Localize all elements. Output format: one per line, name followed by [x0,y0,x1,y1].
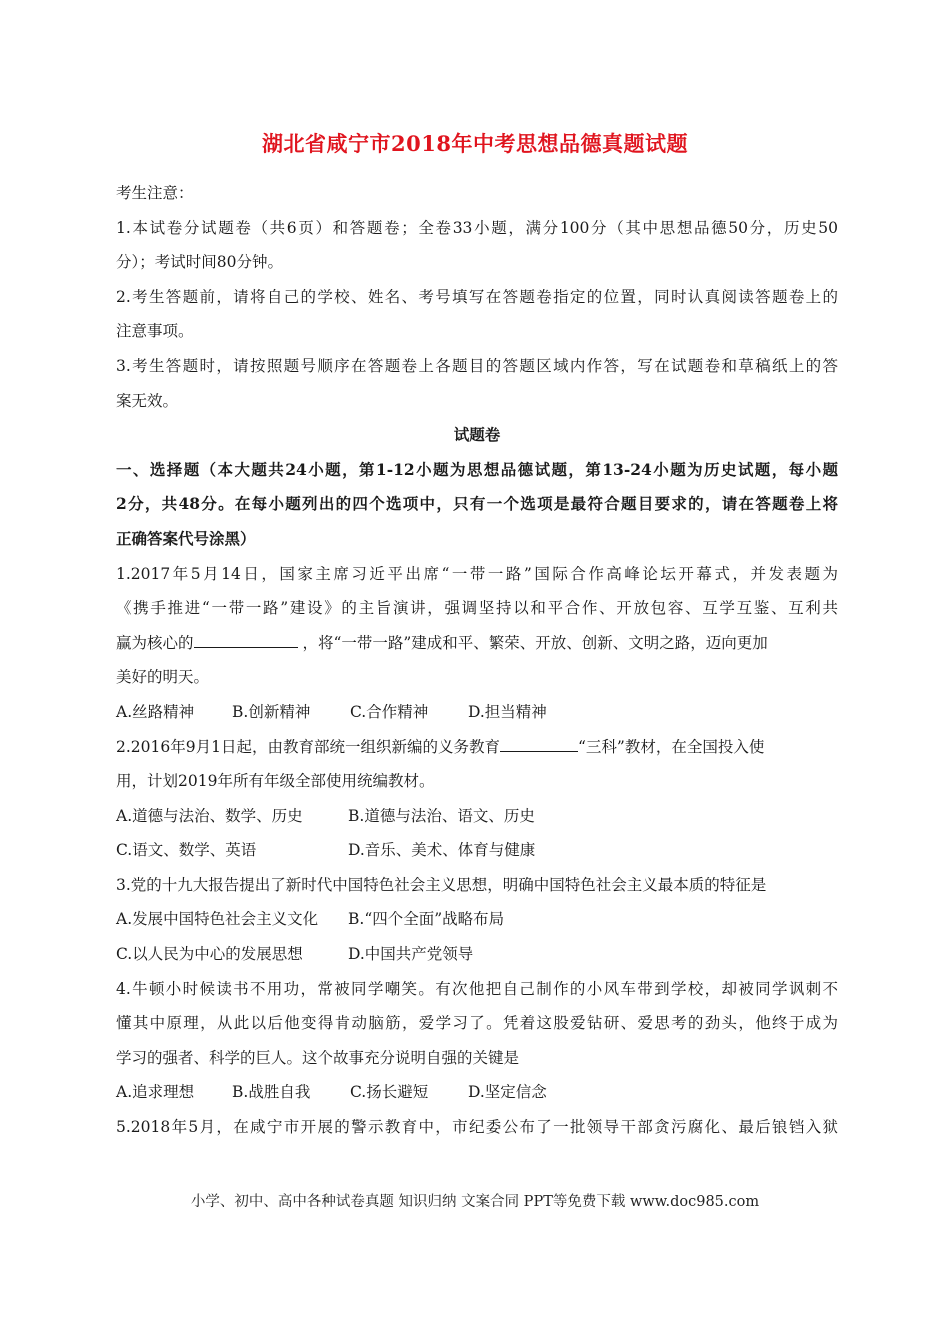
question-2-option-c: C.语文、数学、英语 [116,841,257,860]
question-3-options-row-1 [116,902,838,937]
notice-item-1-line-1: 1.本试卷分试题卷（共6页）和答题卷；全卷33小题，满分100分（其中思想品德50分，历史50 [116,218,838,237]
question-4-line-2: 懂其中原理，从此以后他变得肯动脑筋，爱学习了。凭着这股爱钻研、爱思考的劲头，他终于成为 [116,1014,838,1033]
question-2-option-b: B.道德与法治、语文、历史 [348,806,535,825]
section-title: 试题卷 [453,425,501,445]
answer-blank [194,629,298,648]
notice-heading: 考生注意： [116,184,194,202]
question-1-option-c: C.合作精神 [350,702,429,721]
question-2-text-after-blank: “三科”教材，在全国投入使 [577,737,765,756]
question-4-option-a: A.追求理想 [116,1083,195,1102]
question-4-option-c: C.扬长避短 [350,1083,429,1102]
question-4-option-b: B.战胜自我 [232,1083,311,1102]
question-2-option-a: A.道德与法治、数学、历史 [116,806,303,825]
question-4-option-d: D.坚定信念 [468,1083,547,1102]
question-2-options-row-2 [116,833,838,868]
question-1-option-a: A.丝路精神 [116,702,195,721]
question-1-line-2: 《携手推进“一带一路”建设》的主旨演讲，强调坚持以和平合作、开放包容、互学互鉴、互利共 [116,599,838,618]
question-4-options [116,1075,838,1110]
question-1-line-1: 1.2017年5月14日，国家主席习近平出席“一带一路”国际合作高峰论坛开幕式，并发表题为 [116,564,838,583]
question-4-line-3: 学习的强者、科学的巨人。这个故事充分说明自强的关键是 [116,1048,520,1067]
part1-instructions-line-1: 一、选择题（本大题共24小题，第1-12小题为思想品德试题，第13-24小题为历史试题，每小题 [116,459,838,479]
question-1-text-before-blank: 赢为核心的 [116,633,194,652]
part1-instructions-line-3: 正确答案代号涂黑） [116,528,256,548]
notice-item-1-line-2: 分）；考试时间80分钟。 [116,253,283,272]
question-3-option-a: A.发展中国特色社会主义文化 [116,910,319,929]
question-1-line-4: 美好的明天。 [116,668,210,687]
notice-item-2-line-1: 2.考生答题前，请将自己的学校、姓名、考号填写在答题卷指定的位置，同时认真阅读答题卷上的 [116,287,838,306]
question-2-option-d: D.音乐、美术、体育与健康 [348,841,536,860]
answer-blank [500,733,578,752]
notice-item-3-line-1: 3.考生答题时，请按照题号顺序在答题卷上各题目的答题区域内作答，写在试题卷和草稿纸上的答 [116,356,838,375]
question-1-option-b: B.创新精神 [232,702,311,721]
question-3-options-row-2 [116,937,838,972]
part1-instructions-line-2: 2分，共48分。在每小题列出的四个选项中，只有一个选项是最符合题目要求的，请在答题卷上将 [116,494,838,514]
document-body [116,176,838,1145]
notice-item-3-line-2: 案无效。 [116,391,179,410]
question-3-option-c: C.以人民为中心的发展思想 [116,945,303,964]
notice-item-2-line-2: 注意事项。 [116,322,194,341]
question-1-options [116,695,838,730]
question-2-line-1 [116,730,838,765]
question-3-option-d: D.中国共产党领导 [348,945,474,964]
question-3-line-1: 3.党的十九大报告提出了新时代中国特色社会主义思想，明确中国特色社会主义最本质的特征是 [116,875,767,894]
question-4-line-1: 4.牛顿小时候读书不用功，常被同学嘲笑。有次他把自己制作的小风车带到学校，却被同学讽刺不 [116,979,838,998]
page-title: 湖北省咸宁市2018年中考思想品德真题试题 [262,131,688,156]
question-2-line-2: 用，计划2019年所有年级全部使用统编教材。 [116,772,435,791]
page-footer: 小学、初中、高中各种试卷真题 知识归纳 文案合同 PPT等免费下载 www.doc985.com [190,1194,760,1210]
question-2-options-row-1 [116,799,838,834]
question-1-text-after-blank: ，将“一带一路”建成和平、繁荣、开放、创新、文明之路，迈向更加 [302,633,768,652]
question-3-option-b: B.“四个全面”战略布局 [348,910,505,929]
question-1-option-d: D.担当精神 [468,702,547,721]
question-1-line-3 [116,626,838,661]
question-2-text-before-blank: 2.2016年9月1日起，由教育部统一组织新编的义务教育 [116,737,500,756]
question-5-line-1: 5.2018年5月，在咸宁市开展的警示教育中，市纪委公布了一批领导干部贪污腐化、最后锒铛入狱 [116,1118,838,1137]
